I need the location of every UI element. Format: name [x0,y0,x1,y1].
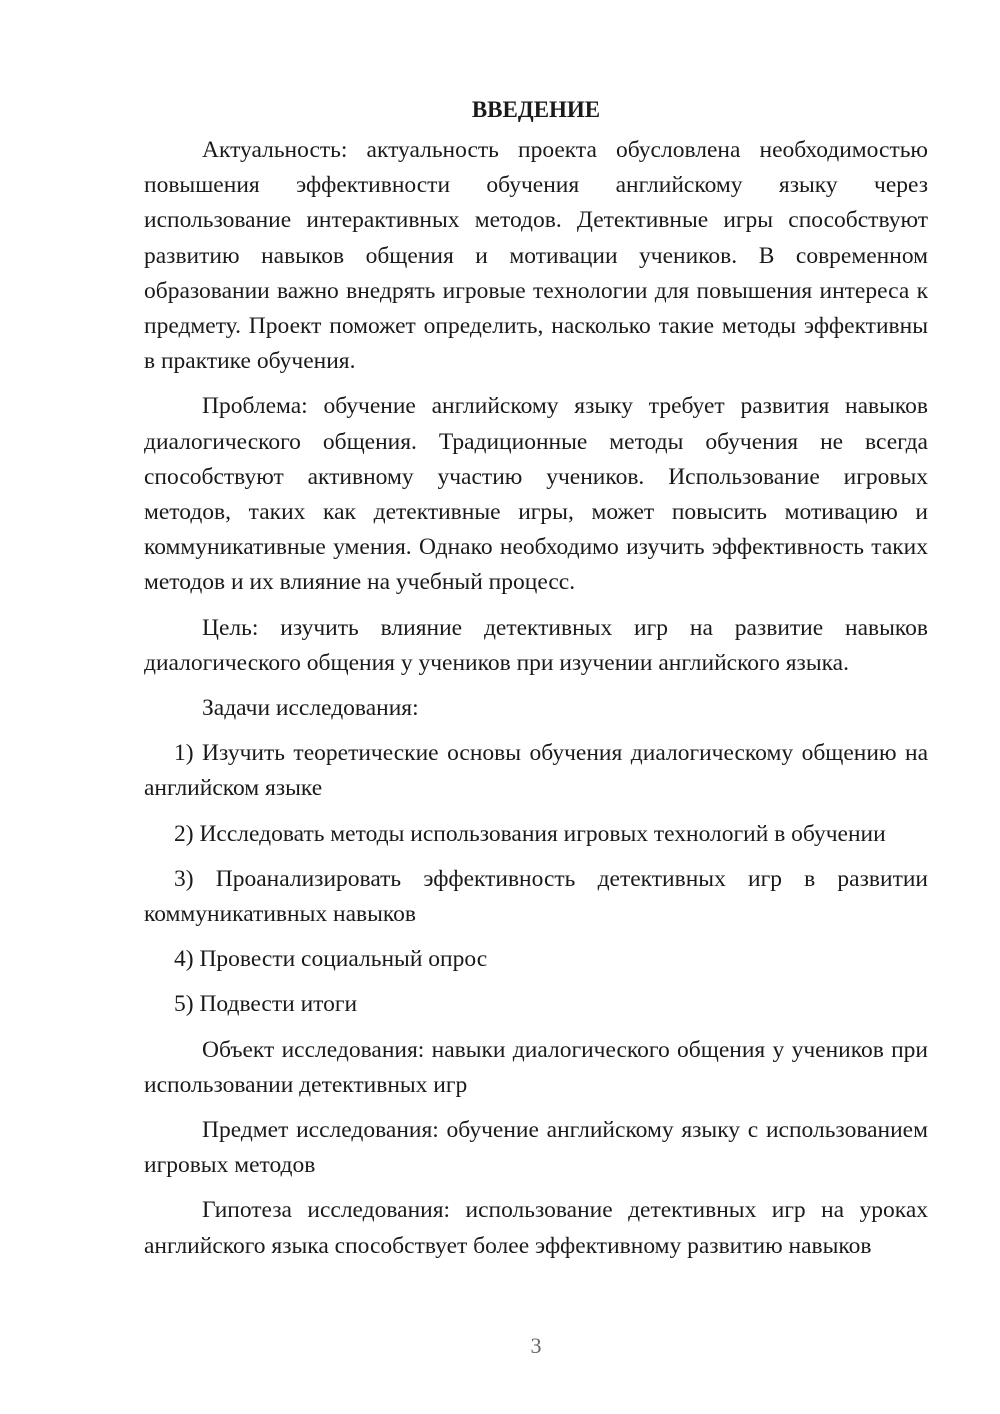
page-content [144,92,928,1274]
hypothesis-paragraph: Гипотеза исследования: использование детективных игр на уроках английского языка способствует более эффективному развитию навыков [144,1197,928,1259]
object-paragraph: Объект исследования: навыки диалогического общения у учеников при использовании детективных игр [144,1036,928,1098]
task-item-4: 4) Провести социальный опрос [174,946,488,973]
goal-paragraph: Цель: изучить влияние детективных игр на развитие навыков диалогического общения у учеников при изучении английского языка. [144,614,928,676]
section-title: ВВЕДЕНИЕ [471,97,601,122]
task-item-2: 2) Исследовать методы использования игровых технологий в обучении [174,820,886,847]
problem-paragraph: Проблема: обучение английскому языку требует развития навыков диалогического общения. Традиционные методы обучения не всегда способствуют активному участию учеников. Использование игровых методов, таких как детективные игры, может повысить мотивацию и коммуникативные умения. Однако необходимо изучить эффективность таких методов и их влияние на учебный процесс. [144,393,928,596]
task-item-5: 5) Подвести итоги [174,991,358,1018]
subject-paragraph: Предмет исследования: обучение английскому языку с использованием игровых методов [144,1117,928,1179]
task-item-3: 3) Проанализировать эффективность детективных игр в развитии коммуникативных навыков [144,865,928,928]
relevance-paragraph: Актуальность: актуальность проекта обусловлена необходимостью повышения эффективности обучения английскому языку через использование интерактивных методов. Детективные игры способствуют развитию навыков общения и мотивации учеников. В современном образовании важно внедрять игровые технологии для повышения интереса к предмету. Проект поможет определить, насколько такие методы эффективны в практике обучения. [144,137,928,375]
page-number: 3 [530,1333,542,1358]
task-item-1: 1) Изучить теоретические основы обучения диалогическому общению на английском языке [144,740,928,802]
tasks-heading: Задачи исследования: [202,695,419,722]
